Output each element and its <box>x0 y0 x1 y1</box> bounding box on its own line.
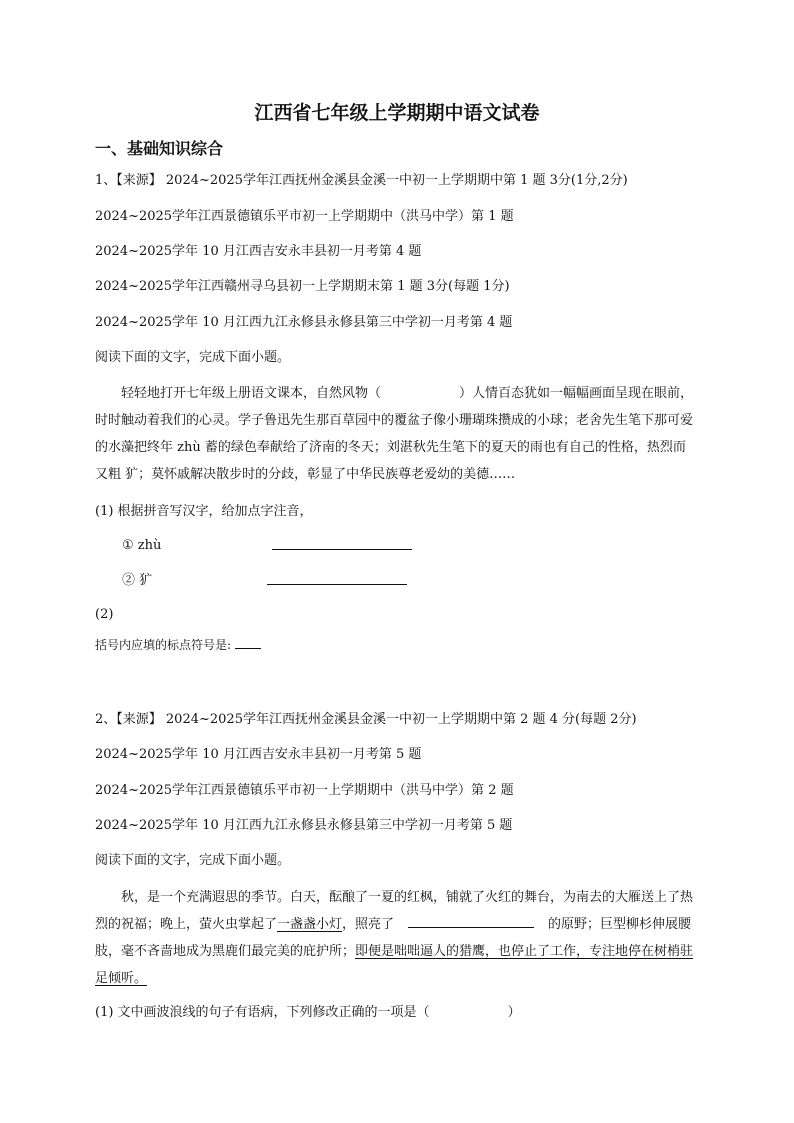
answer-blank[interactable] <box>235 637 261 649</box>
q2-source-line: 2024~2025学年江西景德镇乐平市初一上学期期中（洪马中学）第 2 题 <box>95 783 514 798</box>
q2-source-line: 2024~2025学年 10 月江西吉安永丰县初一月考第 5 题 <box>95 747 422 762</box>
q2-instruction: 阅读下面的文字，完成下面小题。 <box>95 853 291 868</box>
q1-item2: ② 犷 <box>122 573 153 588</box>
q1-source-line: 1、【来源】 2024~2025学年江西抚州金溪县金溪一中初一上学期期中第 1 题 3分(1分,2分) <box>95 173 628 188</box>
q1-sub2-prompt: 括号内应填的标点符号是: <box>95 638 235 652</box>
section-heading: 一、基础知识综合 <box>95 139 224 158</box>
answer-blank[interactable] <box>272 535 412 550</box>
page-title: 江西省七年级上学期期中语文试卷 <box>254 102 540 124</box>
q1-sub1: (1) 根据拼音写汉字，给加点字注音， <box>95 504 313 519</box>
q1-instruction: 阅读下面的文字，完成下面小题。 <box>95 350 291 365</box>
q1-passage <box>95 380 695 488</box>
q2-passage-part1: 秋，是一个充满遐思的季节。白天，酝酿了一夏的红枫，铺就了火红的舞台，为南去的大雁送上了热烈的祝福；晚上，萤火虫掌起了 <box>95 890 694 932</box>
q2-source-line: 2024~2025学年 10 月江西九江永修县永修县第三中学初一月考第 5 题 <box>95 818 513 833</box>
q2-sub1-prompt: (1) 文中画波浪线的句子有语病，下列修改正确的一项是（ <box>95 1005 430 1020</box>
q1-source-line: 2024~2025学年 10 月江西九江永修县永修县第三中学初一月考第 4 题 <box>95 315 513 330</box>
q1-source-line: 2024~2025学年江西赣州寻乌县初一上学期期末第 1 题 3分(每题 1分) <box>95 279 510 294</box>
q1-source-line: 2024~2025学年江西景德镇乐平市初一上学期期中（洪马中学）第 1 题 <box>95 209 514 224</box>
q1-source-line: 2024~2025学年 10 月江西吉安永丰县初一月考第 4 题 <box>95 244 422 259</box>
q1-passage-part1: 轻轻地打开七年级上册语文课本，自然风物（ <box>121 386 382 401</box>
q2-passage <box>95 884 695 992</box>
q2-sub1-end: ） <box>507 1005 521 1020</box>
q2-wavy-sentence: 即便是咄咄逼人的猎鹰，也停止了工作，专注地停在树梢驻足倾听。 <box>95 944 694 986</box>
q2-sub1 <box>95 1004 521 1022</box>
q1-sub2-label: (2) <box>95 607 114 622</box>
q2-underlined-phrase: 一盏盏小灯 <box>277 917 343 932</box>
q1-passage-part2: ）人情百态犹如一幅幅画面呈现在眼前，时时触动着我们的心灵。学子鲁迅先生那百草园中的覆盆子像小珊瑚珠攒成的小球；老舍先生笔下那可爱的水藻把终年 zhù 蓄的绿色奉献给了济南的冬天；刘湛秋先生笔下的夏天的雨也有自己的性格，热烈而又粗 犷；莫怀戚解决散步时的分歧，彰显了中华民族尊老爱幼的美德…… <box>95 386 694 482</box>
q2-passage-part1b: ，照亮了 <box>342 917 395 932</box>
answer-blank[interactable] <box>408 913 534 928</box>
q2-passage-part2: 的原野；巨型柳杉伸展腰肢，毫不吝啬地成为黑鹿们最完美的庇护所； <box>95 917 692 959</box>
answer-blank[interactable] <box>267 570 407 585</box>
q1-item1: ① zhù <box>122 538 162 553</box>
q2-source-line: 2、【来源】 2024~2025学年江西抚州金溪县金溪一中初一上学期期中第 2 题 4 分(每题 2分) <box>95 712 637 727</box>
q1-sub2-text <box>95 636 261 654</box>
